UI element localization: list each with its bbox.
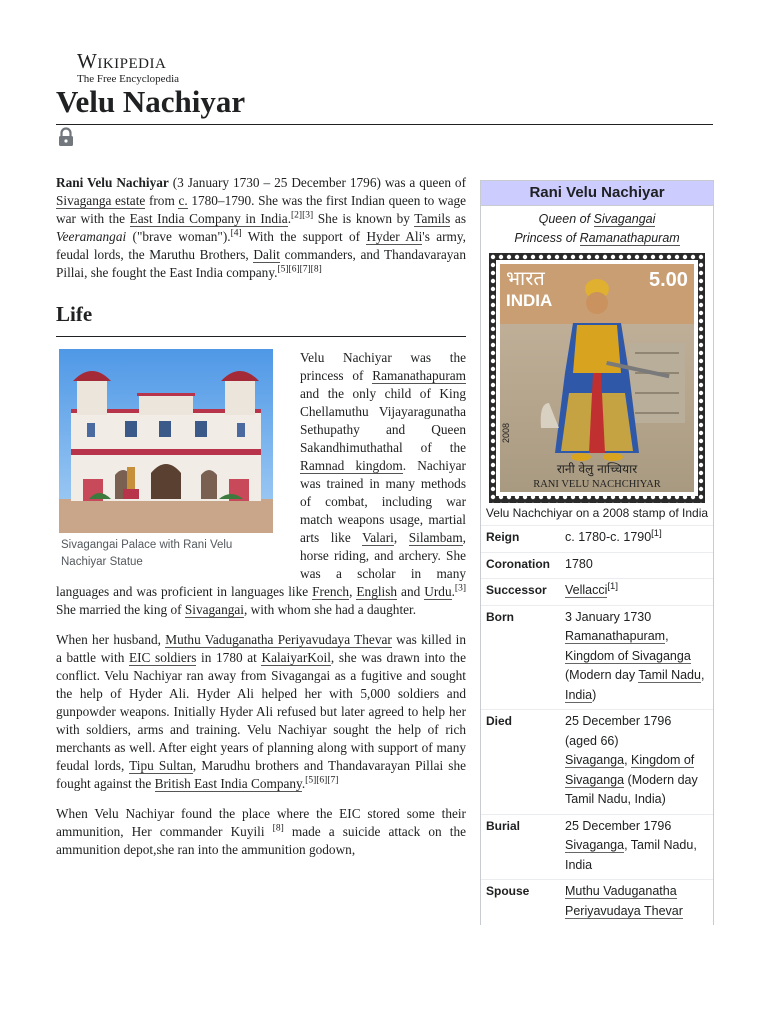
infobox-row-spouse xyxy=(481,879,713,925)
stamp-name-hindi: रानी वेलु नाच्चियार xyxy=(556,462,638,476)
stamp-value: 5.00 xyxy=(649,269,688,291)
link-tamils[interactable]: Tamils xyxy=(414,211,451,226)
infobox-row-born xyxy=(481,605,713,710)
reference-link[interactable]: [5][6][7][8] xyxy=(277,264,322,275)
reference-link[interactable]: [1] xyxy=(607,580,618,592)
life-paragraph-1: Velu Nachiyar was the princess of Ramanathapuram and the only child of King Chellamuthu Vijayaragunatha Sethupathy and Queen Sakandhimuthathal of the Ramnad kingdom. Nachiyar was trained in many methods of combat, including war match weapons usage, martial arts like Valari, Silambam, horse riding, and archery. She was a scholar in many languages and was proficient in languages like French, English and Urdu.[3] She married the king of Sivagangai, with whom she had a daughter. xyxy=(56,350,466,617)
row-value: 1780 xyxy=(565,556,593,571)
thumbnail-figure xyxy=(56,349,278,571)
page-title: Velu Nachiyar xyxy=(56,84,246,119)
infobox-row-successor xyxy=(481,578,713,605)
link-east-india-company[interactable]: East India Company in India xyxy=(129,211,288,226)
link-ramnad-kingdom[interactable]: Ramnad kingdom xyxy=(300,458,403,473)
row-label: Coronation xyxy=(486,556,550,571)
infobox-row-died xyxy=(481,709,713,814)
link-tamil-nadu[interactable]: Tamil Nadu xyxy=(638,668,701,682)
infobox-row-coronation xyxy=(481,552,713,579)
stamp-image[interactable] xyxy=(489,253,705,503)
infobox-row-reign xyxy=(481,525,713,552)
palace-image[interactable] xyxy=(59,349,273,533)
link-sivaganga-estate[interactable]: Sivaganga estate xyxy=(56,193,146,208)
infobox-image-caption: Velu Nachchiyar on a 2008 stamp of India xyxy=(485,506,709,520)
link-urdu[interactable]: Urdu xyxy=(424,584,452,599)
link-vellacci[interactable]: Vellacci xyxy=(565,583,608,597)
row-label: Spouse xyxy=(486,884,530,898)
row-value xyxy=(565,880,713,925)
link-muthu-vaduganatha[interactable]: Muthu Vaduganatha Periyavudaya Thevar xyxy=(165,632,392,647)
link-eic-soldiers[interactable]: EIC soldiers xyxy=(128,650,197,665)
stamp-country: INDIA xyxy=(506,291,553,310)
link-hyder-ali[interactable]: Hyder Ali xyxy=(366,229,423,244)
wikipedia-logo[interactable] xyxy=(77,50,179,85)
infobox xyxy=(480,180,714,925)
row-label: Died xyxy=(486,714,513,728)
link-ramanathapuram[interactable]: Ramanathapuram xyxy=(565,629,666,643)
link-dalit[interactable]: Dalit xyxy=(253,247,280,262)
link-sivaganga[interactable]: Sivaganga xyxy=(565,838,625,852)
reference-link[interactable]: [4] xyxy=(230,228,242,239)
stamp-year: 2008 xyxy=(501,422,511,443)
link-sivagangai[interactable]: Sivagangai xyxy=(593,212,656,226)
link-sivagangai[interactable]: Sivagangai xyxy=(184,602,244,617)
link-french[interactable]: French xyxy=(312,584,350,599)
link-silambam[interactable]: Silambam xyxy=(408,530,463,545)
link-valari[interactable]: Valari xyxy=(362,530,394,545)
life-paragraph-3: When Velu Nachiyar found the place where the EIC stored some their ammunition, Her commander Kuyili [8] made a suicide attack on the ammunition depot,she ran into the ammunition godown, xyxy=(56,806,466,857)
reference-link[interactable]: [3] xyxy=(454,583,466,594)
reference-link[interactable]: [2][3] xyxy=(291,210,314,221)
row-label: Successor xyxy=(486,583,547,597)
link-kingdom-of-sivaganga[interactable]: Kingdom of Sivaganga xyxy=(565,753,695,787)
infobox-title: Rani Velu Nachiyar xyxy=(481,181,713,206)
link-india[interactable]: India xyxy=(565,687,593,702)
article-body xyxy=(56,174,466,871)
link-sivaganga[interactable]: Sivaganga xyxy=(565,753,625,767)
row-value xyxy=(565,579,713,605)
logo-wordmark: Wikipedia xyxy=(77,49,167,73)
link-tipu-sultan[interactable]: Tipu Sultan xyxy=(129,758,193,773)
link-ramanathapuram[interactable]: Ramanathapuram xyxy=(579,231,680,245)
intro-paragraph: Rani Velu Nachiyar (3 January 1730 – 25 December 1796) was a queen of Sivaganga estate from c. 1780–1790. She was the first Indian queen to wage war with the East India Company in India.[2][3] She is known by Tamils as Veeramangai ("brave woman").[4] With the support of Hyder Ali's army, feudal lords, the Maruthu Brothers, Dalit commanders, and Thandavarayan Pillai, she fought the East India company.[5][6][7][8] xyxy=(56,175,467,280)
link-british-east-india-company[interactable]: British East India Company xyxy=(154,776,302,791)
link-english[interactable]: English xyxy=(356,584,398,599)
thumbnail-caption: Sivagangai Palace with Rani Velu Nachiyar Statue xyxy=(61,539,233,568)
reference-link[interactable]: [8] xyxy=(272,823,284,834)
life-paragraph-2: When her husband, Muthu Vaduganatha Periyavudaya Thevar was killed in a battle with EIC soldiers in 1780 at KalaiyarKoil, she was drawn into the conflict. Velu Nachiyar ran away from Sivagangai as a fugitive and sought the help of Hyder Ali. Hyder Ali helped her with 5,000 soldiers and gunpowder weapons. Initially Hyder Ali refused but later agreed to help her with soldiers, arms and training. Velu Nachiyar sought the help of rich merchants as well. After eight years of planning along with support of many feudal lords, Tipu Sultan, Marudhu brothers and Thandavarayan Pillai she fought against the British East India Company.[5][6][7] xyxy=(56,632,467,791)
stamp-country-hindi: भारत xyxy=(506,266,545,290)
row-value: 25 December 1796 Sivaganga, Tamil Nadu, India xyxy=(565,818,697,872)
reference-link[interactable]: [1] xyxy=(651,527,662,539)
row-label: Reign xyxy=(486,530,520,544)
row-value: c. 1780-c. 1790[1] xyxy=(565,527,662,544)
subject-name: Rani Velu Nachiyar xyxy=(56,175,169,190)
link-circa[interactable]: c. xyxy=(178,193,188,208)
infobox-row-burial xyxy=(481,814,713,880)
title-divider xyxy=(56,124,713,125)
stamp-name: RANI VELU NACHCHIYAR xyxy=(533,479,661,490)
row-label: Born xyxy=(486,609,514,624)
section-divider xyxy=(56,336,466,337)
lock-icon[interactable] xyxy=(57,127,75,147)
logo-tagline: The Free Encyclopedia xyxy=(77,73,180,85)
row-value: 3 January 1730 Ramanathapuram, Kingdom of Sivaganga (Modern day Tamil Nadu, India) xyxy=(565,609,705,702)
link-kalaiyarkoil[interactable]: KalaiyarKoil xyxy=(261,650,331,665)
section-heading-life: Life xyxy=(56,302,93,326)
infobox-subtitle: Queen of Sivagangai Princess of Ramanathapuram xyxy=(514,212,680,245)
link-kingdom-of-sivaganga[interactable]: Kingdom of Sivaganga xyxy=(565,648,691,663)
reference-link[interactable]: [5][6][7] xyxy=(305,775,339,786)
link-spouse[interactable]: Muthu Vaduganatha Periyavudaya Thevar xyxy=(565,884,683,918)
row-value: 25 December 1796 (aged 66) Sivaganga, Kingdom of Sivaganga (Modern day Tamil Nadu, India) xyxy=(565,714,698,806)
link-ramanathapuram[interactable]: Ramanathapuram xyxy=(372,368,466,383)
row-label: Burial xyxy=(486,818,521,833)
